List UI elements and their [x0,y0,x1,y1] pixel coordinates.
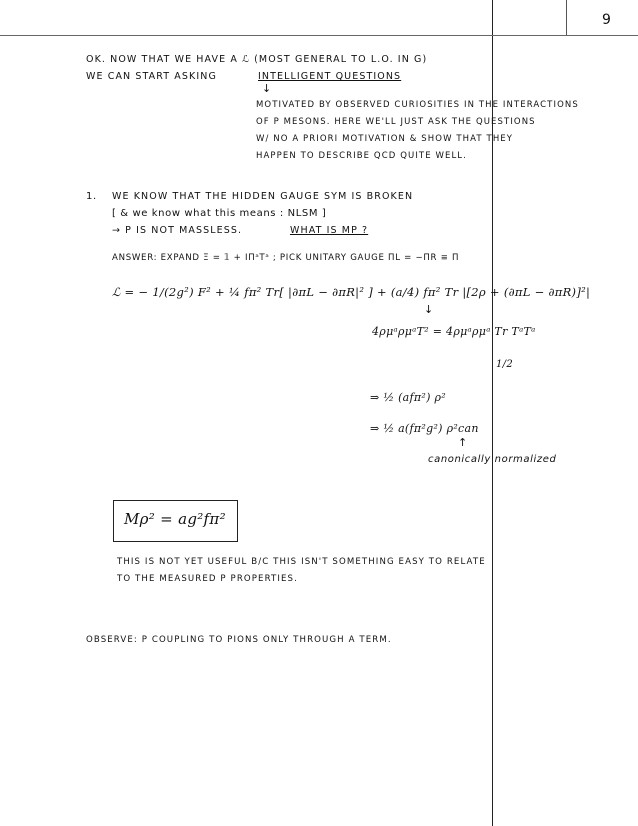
down-arrow-icon-2: ↓ [424,303,434,316]
item1-line-3: → Ρ IS NOT MASSLESS. [112,225,243,236]
canonical-note: canonically normalized [428,454,557,465]
not-useful-line-2: TO THE MEASURED Ρ PROPERTIES. [117,574,298,584]
item-number: 1. [86,191,97,202]
half: 1/2 [496,359,513,370]
page-number: 9 [602,12,612,28]
boxed-result: Mρ² = ag²fπ² [124,510,226,528]
page-number-divider [566,0,567,35]
motivated-line-2: OF Ρ MESONS. HERE WE'LL JUST ASK THE QUESTIONS [256,117,536,127]
rho-term: 4ρμᵃρμᵃT² = 4ρμᵃρμᵃ Tr TᵃTᵃ [372,325,536,338]
observe-line: OBSERVE: Ρ COUPLING TO PIONS ONLY THROUGH A TERM. [86,635,392,645]
lagrangian: ℒ = − 1/(2g²) F² + ¼ fπ² Tr[ |∂πL − ∂πR|² ] + (a/4) fπ² Tr |[2ρ + (∂πL − ∂πR)]²| [112,285,591,299]
result-2: ⇒ ½ a(fπ²g²) ρ²can [370,422,479,435]
answer-line: ANSWER: EXPAND Ξ = 𝟙 + IΠᵃTᵃ ; PICK UNITARY GAUGE ΠL = −ΠR ≡ Π [112,253,460,263]
intelligent-questions: INTELLIGENT QUESTIONS [258,71,402,82]
not-useful-line-1: THIS IS NOT YET USEFUL B/C THIS ISN'T SOMETHING EASY TO RELATE [117,557,486,567]
down-arrow-icon: ↓ [262,82,272,95]
item1-line-2: [ & we know what this means : NLSM ] [112,208,327,219]
ok-line-1: OK. NOW THAT WE HAVE A ℒ (MOST GENERAL TO L.O. IN G) [86,54,428,65]
motivated-line-1: MOTIVATED BY OBSERVED CURIOSITIES IN THE INTERACTIONS [256,100,579,110]
item1-line-1: WE KNOW THAT THE HIDDEN GAUGE SYM IS BROKEN [112,191,414,202]
motivated-line-3: W/ NO A PRIORI MOTIVATION & SHOW THAT THEY [256,134,514,144]
motivated-line-4: HAPPEN TO DESCRIBE QCD QUITE WELL. [256,151,467,161]
up-arrow-icon: ↑ [458,436,468,449]
top-rule [0,35,638,36]
result-1: ⇒ ½ (afπ²) ρ² [370,391,446,404]
ok-line-2: WE CAN START ASKING [86,71,217,82]
item1-question: WHAT IS MΡ ? [290,225,369,236]
